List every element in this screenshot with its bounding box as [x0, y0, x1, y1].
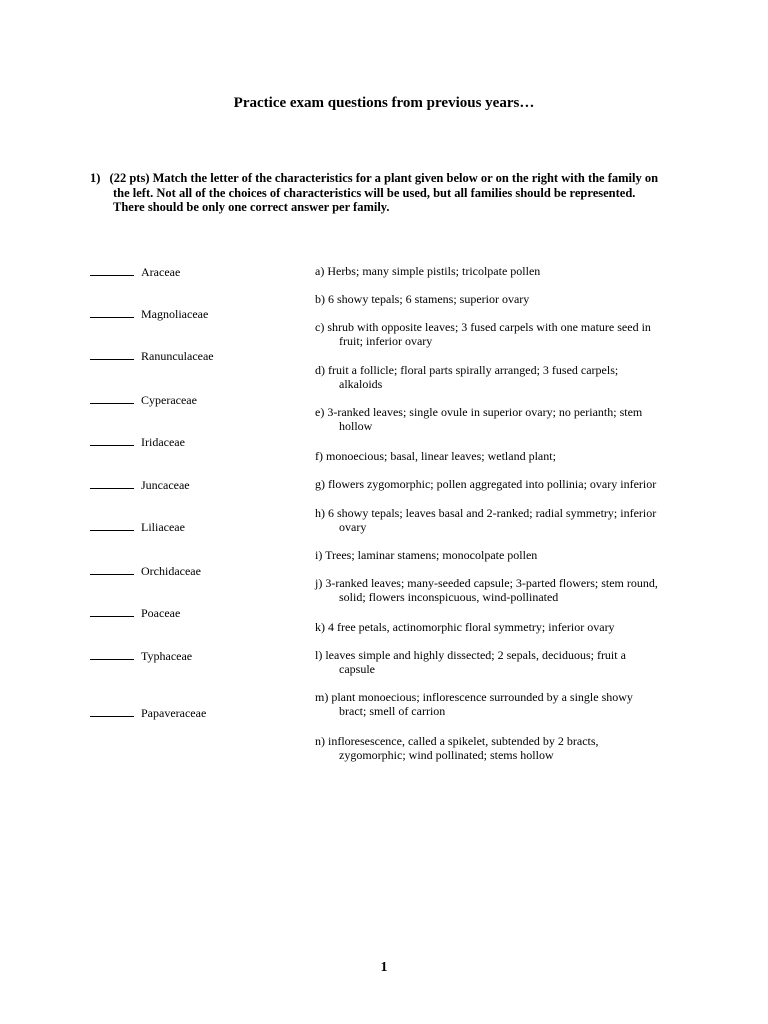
answer-blank[interactable] — [90, 392, 134, 404]
answer-blank[interactable] — [90, 306, 134, 318]
choice-text: h) 6 showy tepals; leaves basal and 2-ranked; radial symmetry; inferior — [315, 506, 657, 520]
choice-text: f) monoecious; basal, linear leaves; wetland plant; — [315, 449, 556, 463]
choice-text-cont: fruit; inferior ovary — [339, 334, 433, 348]
family-name: Cyperaceae — [141, 393, 197, 407]
choice-text: c) shrub with opposite leaves; 3 fused carpels with one mature seed in — [315, 320, 651, 334]
family-name: Liliaceae — [141, 520, 185, 534]
choice-text: a) Herbs; many simple pistils; tricolpate pollen — [315, 264, 541, 278]
family-name: Orchidaceae — [141, 564, 201, 578]
choice-k — [315, 620, 685, 634]
choice-f — [315, 449, 685, 463]
question-line-1 — [90, 171, 690, 186]
choice-text: e) 3-ranked leaves; single ovule in superior ovary; no perianth; stem — [315, 405, 643, 419]
family-row[interactable] — [90, 605, 180, 620]
question-1 — [90, 171, 690, 215]
choice-d — [315, 363, 685, 391]
choice-m — [315, 690, 685, 718]
choice-text: l) leaves simple and highly dissected; 2 sepals, deciduous; fruit a — [315, 648, 626, 662]
family-name: Juncaceae — [141, 478, 190, 492]
choice-text-cont: alkaloids — [339, 377, 383, 391]
family-row[interactable] — [90, 434, 185, 449]
family-row[interactable] — [90, 348, 214, 363]
choice-n — [315, 734, 685, 762]
family-name: Magnoliaceae — [141, 307, 209, 321]
family-row[interactable] — [90, 306, 208, 321]
choice-text: g) flowers zygomorphic; pollen aggregated into pollinia; ovary inferior — [315, 477, 657, 491]
choice-text-cont: zygomorphic; wind pollinated; stems hollow — [339, 748, 554, 762]
choice-h — [315, 506, 685, 534]
answer-blank[interactable] — [90, 264, 134, 276]
family-name: Iridaceae — [141, 435, 185, 449]
answer-blank[interactable] — [90, 605, 134, 617]
family-row[interactable] — [90, 392, 197, 407]
question-text-line-3: There should be only one correct answer per family. — [113, 200, 390, 214]
choice-text-cont: hollow — [339, 419, 373, 433]
family-name: Papaveraceae — [141, 706, 207, 720]
choice-text: n) infloresescence, called a spikelet, subtended by 2 bracts, — [315, 734, 599, 748]
family-row[interactable] — [90, 264, 180, 279]
choice-text-cont: solid; flowers inconspicuous, wind-pollinated — [339, 590, 559, 604]
answer-blank[interactable] — [90, 648, 134, 660]
question-text-line-1: (22 pts) Match the letter of the characteristics for a plant given below or on the right with the family on — [109, 171, 659, 185]
choice-text-cont: ovary — [339, 520, 367, 534]
choice-text: j) 3-ranked leaves; many-seeded capsule; 3-parted flowers; stem round, — [315, 576, 658, 590]
choice-text: m) plant monoecious; inflorescence surrounded by a single showy — [315, 690, 633, 704]
family-row[interactable] — [90, 648, 192, 663]
family-row[interactable] — [90, 519, 185, 534]
choice-c — [315, 320, 685, 348]
choice-l — [315, 648, 685, 676]
choice-b — [315, 292, 685, 306]
question-number: 1) — [90, 171, 101, 185]
choice-text: b) 6 showy tepals; 6 stamens; superior ovary — [315, 292, 530, 306]
answer-blank[interactable] — [90, 519, 134, 531]
answer-blank[interactable] — [90, 563, 134, 575]
choice-text-cont: bract; smell of carrion — [339, 704, 446, 718]
choice-g — [315, 477, 685, 491]
family-name: Araceae — [141, 265, 181, 279]
family-row[interactable] — [90, 705, 206, 720]
family-row[interactable] — [90, 477, 190, 492]
family-name: Poaceae — [141, 606, 181, 620]
choice-a — [315, 264, 685, 278]
page-title: Practice exam questions from previous years… — [233, 95, 535, 111]
question-text-line-2: the left. Not all of the choices of characteristics will be used, but all families should be represented. — [113, 185, 636, 200]
choice-text-cont: capsule — [339, 662, 375, 676]
choice-e — [315, 405, 685, 433]
page-number: 1 — [380, 960, 388, 975]
answer-blank[interactable] — [90, 477, 134, 489]
choice-text: i) Trees; laminar stamens; monocolpate pollen — [315, 548, 538, 562]
family-name: Typhaceae — [141, 649, 193, 663]
choice-text: k) 4 free petals, actinomorphic floral symmetry; inferior ovary — [315, 620, 615, 634]
choice-j — [315, 576, 685, 604]
answer-blank[interactable] — [90, 434, 134, 446]
family-name: Ranunculaceae — [141, 349, 214, 363]
answer-blank[interactable] — [90, 705, 134, 717]
family-row[interactable] — [90, 563, 201, 578]
answer-blank[interactable] — [90, 348, 134, 360]
choice-text: d) fruit a follicle; floral parts spirally arranged; 3 fused carpels; — [315, 363, 619, 377]
choice-i — [315, 548, 685, 562]
